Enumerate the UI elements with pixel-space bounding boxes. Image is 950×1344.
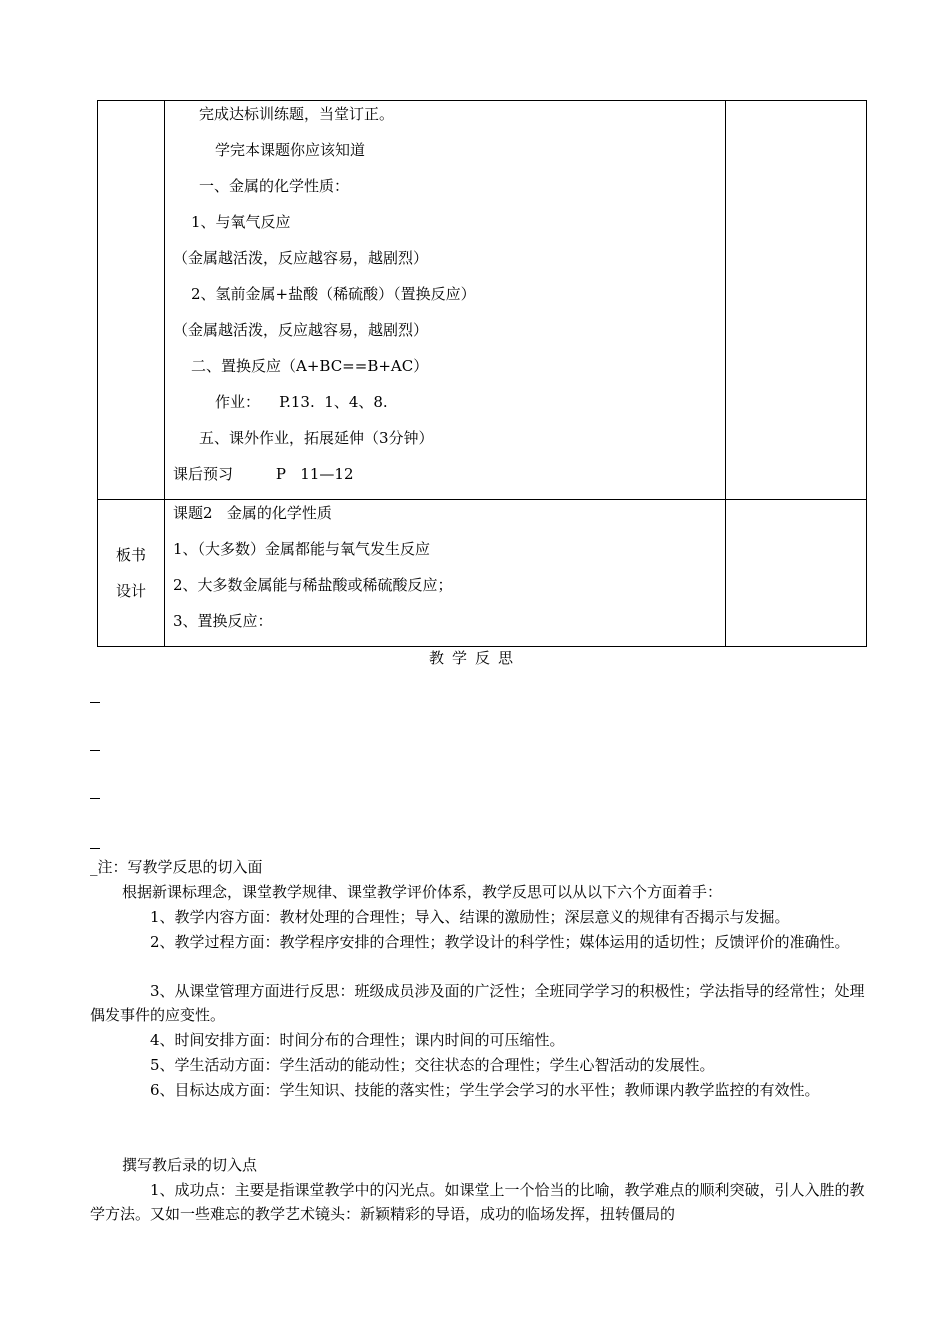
text-line: （金属越活泼，反应越容易，越剧烈） bbox=[173, 249, 429, 267]
text-line: 完成达标训练题，当堂订正。 bbox=[199, 105, 395, 123]
text-line: 五、课外作业，拓展延伸（3分钟） bbox=[199, 429, 434, 447]
table-row bbox=[98, 500, 867, 647]
text-line: 学完本课题你应该知道 bbox=[215, 141, 366, 159]
list-item: 5、学生活动方面：学生活动的能动性；交往状态的合理性；学生心智活动的发展性。 bbox=[150, 1056, 715, 1074]
blank-line bbox=[90, 798, 100, 799]
text-line: 1、与氧气反应 bbox=[191, 213, 291, 231]
label-line: 板书 bbox=[115, 546, 146, 564]
empty-notes-cell bbox=[726, 101, 867, 500]
content-cell bbox=[165, 101, 726, 500]
lesson-plan-table bbox=[97, 100, 867, 647]
blank-line bbox=[90, 848, 100, 849]
text-line: （金属越活泼，反应越容易，越剧烈） bbox=[173, 321, 429, 339]
list-item: 2、教学过程方面：教学程序安排的合理性；教学设计的科学性；媒体运用的适切性；反馈评价的准确性。 bbox=[150, 933, 850, 951]
record-item: 1、成功点：主要是指课堂教学中的闪光点。如课堂上一个恰当的比喻，教学难点的顺利突破，引人入胜的教学方法。又如一些难忘的教学艺术镜头：新颖精彩的导语，成功的临场发挥，扭转僵局的 bbox=[90, 1181, 865, 1223]
list-item: 1、教学内容方面：教材处理的合理性；导入、结课的激励性；深层意义的规律有否揭示与发掘。 bbox=[150, 908, 790, 926]
text-line: 1、（大多数）金属都能与氧气发生反应 bbox=[173, 540, 431, 558]
list-item: 6、目标达成方面：学生知识、技能的落实性；学生学会学习的水平性；教师课内教学监控的有效性。 bbox=[150, 1081, 820, 1099]
list-item: 3、从课堂管理方面进行反思：班级成员涉及面的广泛性；全班同学学习的积极性；学法指导的经常性；处理偶发事件的应变性。 bbox=[90, 982, 865, 1024]
text-line: 一、金属的化学性质： bbox=[199, 177, 350, 195]
list-item: 4、时间安排方面：时间分布的合理性；课内时间的可压缩性。 bbox=[150, 1031, 565, 1049]
label-line: 设计 bbox=[115, 582, 146, 600]
text-line: 2、大多数金属能与稀盐酸或稀硫酸反应； bbox=[173, 576, 453, 594]
text-line: 2、氢前金属+盐酸（稀硫酸）（置换反应） bbox=[191, 285, 476, 303]
record-heading: 撰写教后录的切入点 bbox=[122, 1156, 258, 1174]
table-row bbox=[98, 101, 867, 500]
empty-label-cell bbox=[98, 101, 165, 500]
text-line: 3、置换反应： bbox=[173, 612, 273, 630]
text-line: 课后预习 P 11—12 bbox=[173, 465, 354, 483]
empty-notes-cell bbox=[726, 500, 867, 647]
blank-line bbox=[90, 702, 100, 703]
board-design-label bbox=[98, 500, 165, 647]
blank-line bbox=[90, 750, 100, 751]
text-line: 作业： P.13. 1、4、8. bbox=[215, 393, 388, 411]
text-line: 二、置换反应（A+BC==B+AC） bbox=[191, 357, 429, 375]
content-cell bbox=[165, 500, 726, 647]
intro-paragraph: 根据新课标理念，课堂教学规律、课堂教学评价体系，教学反思可以从以下六个方面着手： bbox=[122, 883, 723, 901]
text-line: 课题2 金属的化学性质 bbox=[173, 504, 332, 522]
note-heading: _注：写教学反思的切入面 bbox=[90, 858, 263, 876]
reflection-title: 教学反思 bbox=[428, 649, 521, 667]
